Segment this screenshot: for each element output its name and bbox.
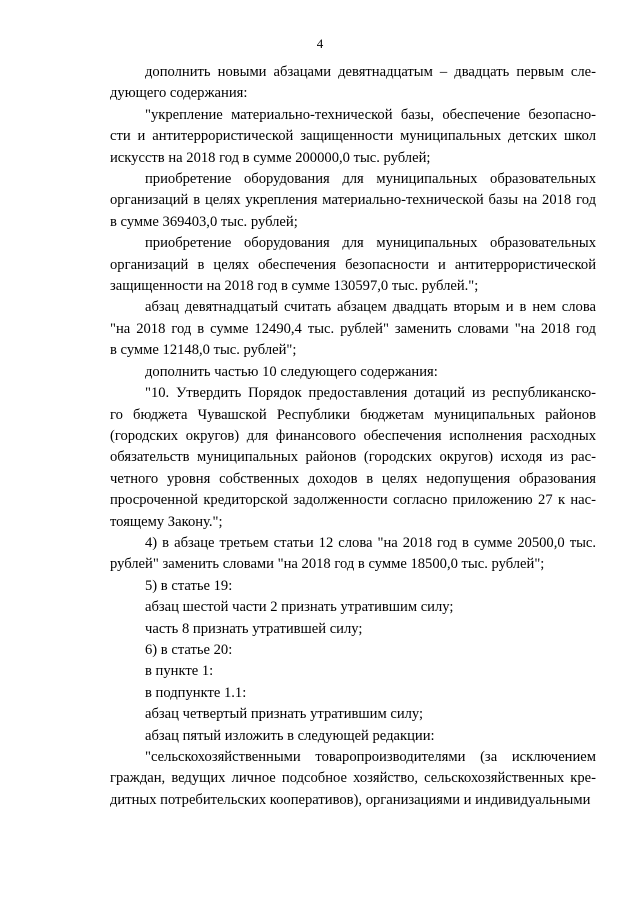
text-line: "сельскохозяйственными товаропроизводителями (за исключением — [145, 749, 596, 765]
paragraph — [110, 619, 596, 640]
paragraph — [110, 297, 596, 361]
text-line: приобретение оборудования для муниципальных образовательных — [145, 235, 596, 252]
text-line: дитных потребительских кооперативов), организациями и индивидуальными — [110, 791, 591, 808]
text-line: (городских округов) для финансового обеспечения исполнения расходных — [110, 427, 596, 444]
text-line: 5) в статье 19: — [145, 577, 233, 594]
paragraph — [110, 597, 596, 618]
paragraph — [110, 233, 596, 297]
text-line: искусств на 2018 год в сумме 200000,0 тыс. рублей; — [110, 149, 431, 166]
text-line: приобретение оборудования для муниципальных образовательных — [145, 171, 596, 188]
paragraph — [110, 383, 596, 533]
paragraph — [110, 576, 596, 597]
text-line: рублей" заменить словами "на 2018 год в сумме 18500,0 тыс. рублей"; — [110, 556, 545, 573]
text-line: тоящему Закону."; — [110, 513, 223, 530]
text-line: абзац девятнадцатый считать абзацем двадцать вторым и в нем слова — [145, 299, 596, 316]
text-line: дополнить частью 10 следующего содержания: — [145, 363, 438, 380]
paragraph — [110, 747, 596, 811]
text-line: сти и антитеррористической защищенности муниципальных детских школ — [110, 128, 596, 145]
paragraph — [110, 533, 596, 576]
paragraph — [110, 726, 596, 747]
text-line: "10. Утвердить Порядок предоставления дотаций из республиканско- — [145, 385, 596, 402]
text-line: 4) в абзаце третьем статьи 12 слова "на 2018 год в сумме 20500,0 тыс. — [145, 534, 596, 551]
text-line: абзац четвертый признать утратившим силу; — [145, 706, 424, 723]
text-line: абзац пятый изложить в следующей редакции: — [145, 727, 435, 744]
text-line: в пункте 1: — [145, 663, 214, 680]
paragraph — [110, 62, 596, 105]
text-line: 6) в статье 20: — [145, 641, 233, 658]
paragraph — [110, 683, 596, 704]
paragraph — [110, 640, 596, 661]
text-line: в сумме 369403,0 тыс. рублей; — [110, 213, 298, 230]
text-line: просроченной кредиторской задолженности согласно приложению 27 к нас- — [110, 492, 596, 509]
text-line: защищенности на 2018 год в сумме 130597,0 тыс. рублей."; — [110, 278, 479, 295]
text-line: организаций в целях обеспечения безопасности и антитеррористической — [110, 256, 596, 273]
text-line: в сумме 12148,0 тыс. рублей"; — [110, 342, 297, 359]
text-line: "укрепление материально-технической базы, обеспечение безопасно- — [145, 106, 596, 123]
paragraph — [110, 362, 596, 383]
text-line: обязательств муниципальных районов (городских округов) исходя из рас- — [110, 449, 596, 466]
text-line: "на 2018 год в сумме 12490,4 тыс. рублей" заменить словами "на 2018 год — [110, 320, 596, 337]
text-line: дополнить новыми абзацами девятнадцатым – двадцать первым сле- — [145, 64, 596, 80]
text-line: в подпункте 1.1: — [145, 684, 247, 701]
text-line: го бюджета Чувашской Республики бюджетам муниципальных районов — [110, 406, 596, 423]
paragraph — [110, 704, 596, 725]
text-line: граждан, ведущих личное подсобное хозяйство, сельскохозяйственных кре- — [110, 770, 596, 787]
text-line: часть 8 признать утратившей силу; — [145, 620, 363, 637]
text-line: организаций в целях укрепления материально-технической базы на 2018 год — [110, 192, 596, 209]
text-line: абзац шестой части 2 признать утратившим силу; — [145, 599, 454, 616]
paragraph — [110, 169, 596, 233]
text-line: четного уровня собственных доходов в целях недопущения образования — [110, 470, 596, 487]
paragraph — [110, 661, 596, 682]
text-line: дующего содержания: — [110, 85, 248, 102]
page-number: 4 — [316, 36, 324, 51]
paragraph — [110, 105, 596, 169]
document-body — [110, 62, 596, 811]
